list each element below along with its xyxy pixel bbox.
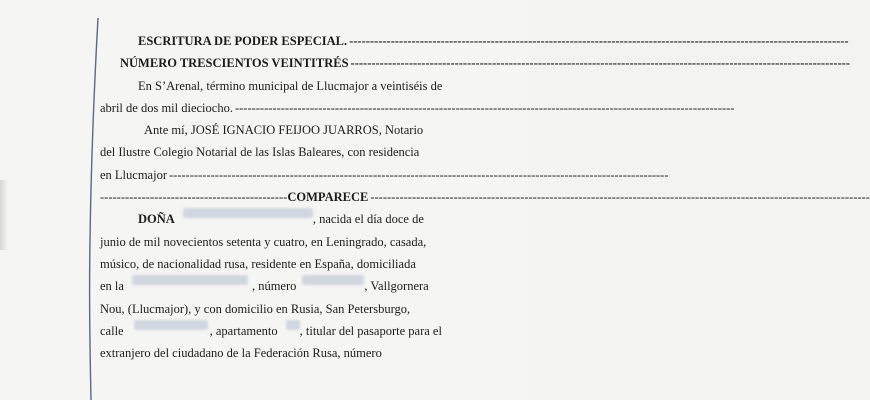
dash-filler-left: --------------------------------------------- — [100, 190, 288, 205]
dash-filler — [351, 52, 851, 74]
comparece-line — [100, 186, 478, 208]
dona-label: DOÑA — [138, 212, 175, 227]
para1-line1 — [100, 75, 478, 97]
dash-filler — [235, 97, 735, 119]
para2-line1 — [100, 119, 478, 141]
notary-college-text: del Ilustre Colegio Notarial de las Islas Baleares, con residencia — [100, 145, 420, 160]
deed-title: ESCRITURA DE PODER ESPECIAL. — [138, 34, 348, 48]
birth-details-text: junio de mil novecientos setenta y cuatro, en Leningrado, casada, — [100, 234, 427, 249]
russia-address-text: Nou, (Llucmajor), y con domicilio en Rusia, San Petersburgo, — [100, 301, 411, 316]
para2-line2 — [100, 141, 478, 163]
para3-line3 — [100, 253, 478, 275]
dash-filler — [169, 164, 669, 186]
deed-number: NÚMERO TRESCIENTOS VEINTITRÉS — [120, 56, 349, 71]
redacted-number — [302, 275, 364, 285]
street-prefix: calle — [100, 323, 124, 338]
deed-number-line — [100, 52, 478, 74]
notary-text: Ante mí, JOSÉ IGNACIO FEIJOO JUARROS, Notario — [144, 123, 424, 138]
page-edge-shadow — [0, 180, 8, 250]
apartment-label: , apartamento — [209, 323, 278, 338]
para3-line6 — [100, 320, 478, 342]
redacted-name — [183, 208, 313, 218]
occupation-text: músico, de nacionalidad rusa, residente en España, domiciliada — [100, 256, 416, 271]
deed-title-line — [100, 30, 478, 52]
redacted-apartment — [286, 320, 300, 330]
comparece-heading: COMPARECE — [287, 190, 369, 205]
passport-text: , titular del pasaporte para el — [299, 323, 442, 338]
residence-text: en Llucmajor — [100, 167, 167, 182]
federation-text: extranjero del ciudadano de la Federación Rusa, número — [100, 346, 382, 361]
para3-line2 — [100, 231, 478, 253]
address-town: , Vallgornera — [364, 279, 429, 294]
place-date-text: En S’Arenal, término municipal de Llucmajor a veintiséis de — [138, 78, 443, 93]
para3-line5 — [100, 298, 478, 320]
date-text: abril de dos mil dieciocho. — [100, 100, 233, 115]
birth-text: , nacida el día doce de — [312, 212, 424, 227]
redacted-street — [132, 275, 248, 285]
address-prefix: en la — [100, 279, 124, 294]
para3-line1 — [100, 208, 478, 230]
dash-filler — [370, 186, 870, 208]
para2-line3 — [100, 164, 478, 186]
redacted-russian-street — [134, 320, 208, 330]
para3-line4 — [100, 275, 478, 297]
para1-line2 — [100, 97, 478, 119]
document-body — [100, 30, 478, 364]
dash-filler — [349, 30, 849, 52]
address-number-label: , número — [251, 279, 297, 294]
para3-line7 — [100, 342, 478, 364]
